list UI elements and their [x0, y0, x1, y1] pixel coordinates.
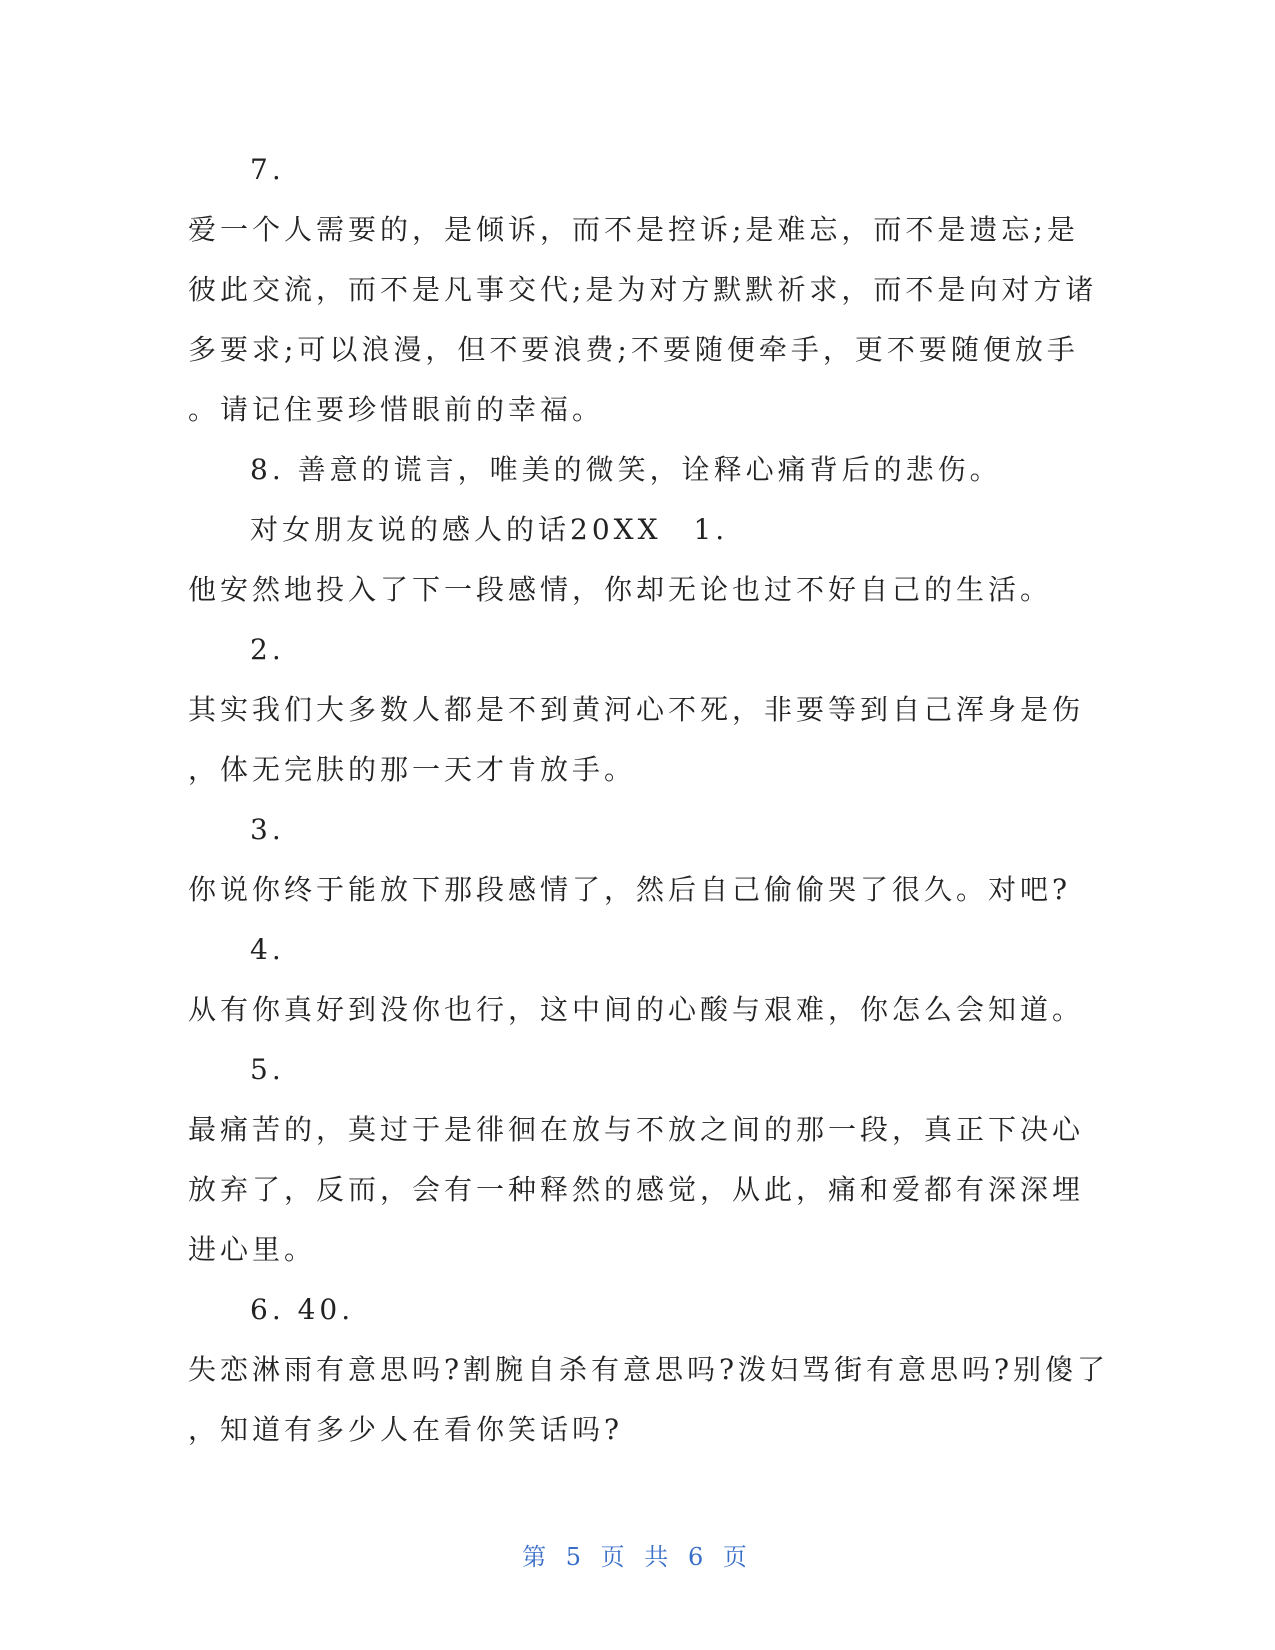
text-line: 进心里。	[188, 1233, 317, 1266]
page-number-label: 第 5 页 共 6 页	[522, 1543, 753, 1571]
text-line: 彼此交流，而不是凡事交代;是为对方默默祈求，而不是向对方诸	[188, 273, 1098, 306]
text-line: 你说你终于能放下那段感情了，然后自己偷偷哭了很久。对吧?	[188, 873, 1072, 906]
text-line: 4.	[250, 933, 285, 966]
page-footer	[0, 1542, 1275, 1572]
document-body	[188, 140, 1110, 1460]
text-line: ，体无完肤的那一天才肯放手。	[188, 753, 637, 786]
text-line: 。请记住要珍惜眼前的幸福。	[188, 393, 605, 426]
text-line: 最痛苦的，莫过于是徘徊在放与不放之间的那一段，真正下决心	[188, 1113, 1085, 1146]
text-line: 从有你真好到没你也行，这中间的心酸与艰难，你怎么会知道。	[188, 993, 1085, 1026]
text-line: 5.	[250, 1053, 285, 1086]
text-line: 多要求;可以浪漫，但不要浪费;不要随便牵手，更不要随便放手	[188, 333, 1079, 366]
text-line: 8. 善意的谎言，唯美的微笑，诠释心痛背后的悲伤。	[250, 453, 1002, 486]
text-line: 他安然地投入了下一段感情，你却无论也过不好自己的生活。	[188, 573, 1053, 606]
text-line: 6. 40.	[250, 1293, 355, 1326]
text-line: 放弃了，反而，会有一种释然的感觉，从此，痛和爱都有深深埋	[188, 1173, 1085, 1206]
text-line: 2.	[250, 633, 285, 666]
text-line: 3.	[250, 813, 285, 846]
text-line: 失恋淋雨有意思吗?割腕自杀有意思吗?泼妇骂街有意思吗?别傻了	[188, 1353, 1110, 1386]
text-line: 7.	[250, 153, 285, 186]
section-heading: 对女朋友说的感人的话20XX 1.	[250, 513, 729, 546]
text-line: 爱一个人需要的，是倾诉，而不是控诉;是难忘，而不是遗忘;是	[188, 213, 1079, 246]
text-line: ，知道有多少人在看你笑话吗?	[188, 1413, 624, 1446]
text-line: 其实我们大多数人都是不到黄河心不死，非要等到自己浑身是伤	[188, 693, 1085, 726]
